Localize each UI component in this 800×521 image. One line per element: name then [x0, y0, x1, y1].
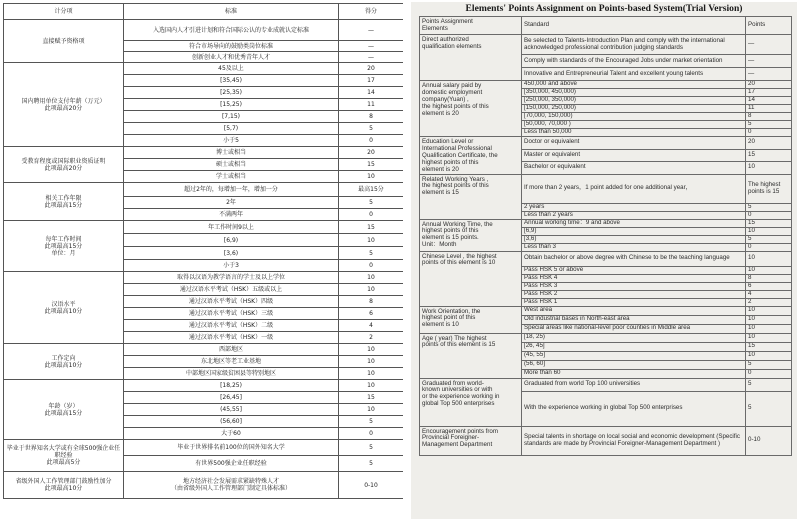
points-cell: 15 [746, 342, 792, 351]
category-cell: 受教育程度或国际职业资质证明 此项最高20分 [4, 147, 124, 183]
standard-cell: [5,7) [124, 123, 339, 135]
points-cell: — [746, 55, 792, 68]
points-cell: The highest points is 15 [746, 174, 792, 203]
points-cell: 0 [746, 129, 792, 137]
standard-cell: [3,6) [522, 235, 746, 243]
standard-cell: 创新创业人才和优秀青年人才 [124, 52, 339, 63]
header-category: 计分项 [4, 4, 124, 20]
standard-cell: Old industrial bases in North-east area [522, 315, 746, 324]
points-cell: — [339, 52, 404, 63]
standard-cell: [250,000, 350,000) [522, 97, 746, 105]
category-cell: Education Level or International Professional Qualification Certificate, the highest points of this element is 20 [420, 137, 522, 175]
points-cell: 10 [339, 171, 404, 183]
standard-cell: Doctor or equivalent [522, 137, 746, 150]
standard-cell: 通过汉语水平考试（HSK）一级 [124, 332, 339, 344]
header-standard: Standard [522, 17, 746, 35]
points-cell: 5 [746, 121, 792, 129]
standard-cell: With the experience working in global Top 500 enterprises [522, 391, 746, 426]
points-cell: 10 [746, 306, 792, 315]
table-row [4, 147, 404, 159]
standard-cell: 2 years [522, 203, 746, 211]
points-cell: 8 [746, 274, 792, 282]
standard-cell: Be selected to Talents-Introduction Plan and comply with the international acknowledged professional contribution judging standards [522, 35, 746, 55]
standard-cell: 毕业于世界排名前100位的国外知名大学 [124, 440, 339, 456]
table-row [420, 219, 792, 227]
points-cell: 最高15分 [339, 183, 404, 197]
points-cell: 10 [746, 251, 792, 266]
standard-cell: 博士或相当 [124, 147, 339, 159]
standard-cell: 通过汉语水平考试（HSK）二级 [124, 320, 339, 332]
category-cell: Related Working Years , the highest points of this element is 15 [420, 174, 522, 219]
points-cell: 5 [339, 440, 404, 456]
standard-cell: If more than 2 years，1 point added for one additional year， [522, 174, 746, 203]
points-cell: 8 [746, 113, 792, 121]
points-cell: — [746, 68, 792, 81]
points-cell: 15 [746, 219, 792, 227]
category-cell: 汉语水平 此项最高10分 [4, 272, 124, 344]
standard-cell: Less than 2 years [522, 211, 746, 219]
standard-cell: (56, 60] [522, 360, 746, 369]
standard-cell: 有世界500强企业任职经验 [124, 456, 339, 472]
points-cell: 10 [339, 234, 404, 247]
standard-cell: [3,6) [124, 247, 339, 260]
standard-cell: [7,15) [124, 111, 339, 123]
points-cell: 5 [339, 456, 404, 472]
points-cell: 6 [746, 282, 792, 290]
standard-cell: More than 60 [522, 369, 746, 378]
points-cell: 10 [339, 284, 404, 296]
points-cell: — [339, 41, 404, 52]
points-cell: 15 [339, 159, 404, 171]
standard-cell: 通过汉语水平考试（HSK）四级 [124, 296, 339, 308]
points-cell: 10 [746, 227, 792, 235]
category-cell: 相关工作年限 此项最高15分 [4, 183, 124, 221]
standard-cell: (56,60] [124, 416, 339, 428]
table-row [4, 183, 404, 197]
header-points: 得分 [339, 4, 404, 20]
table-row [4, 344, 404, 356]
category-cell: Graduated from world- known universities or with or the experience working in global Top 500 enterprises [420, 378, 522, 426]
points-cell: 0 [339, 428, 404, 440]
standard-cell: Bachelor or equivalent [522, 162, 746, 175]
points-cell: — [339, 20, 404, 41]
standard-cell: Special talents in shortage on local social and economic development (Specific standards are made by Provincial Foreigner-Management Department ) [522, 426, 746, 455]
points-cell: 0 [746, 243, 792, 251]
standard-cell: [18, 25) [522, 333, 746, 342]
standard-cell: [350,000, 450,000) [522, 89, 746, 97]
standard-cell: (45, 55] [522, 351, 746, 360]
standard-cell: (45,55] [124, 404, 339, 416]
category-cell: 省级外国人工作管理部门鼓励性加分 此项最高10分 [4, 472, 124, 499]
table-row [4, 272, 404, 284]
header-category: Points Assignment Elements [420, 17, 522, 35]
standard-cell: Master or equivalent [522, 149, 746, 162]
points-cell: 8 [339, 111, 404, 123]
points-cell: 8 [339, 296, 404, 308]
table-row [420, 306, 792, 315]
points-cell: 6 [339, 308, 404, 320]
standard-cell: 通过汉语水平考试（HSK）五级或以上 [124, 284, 339, 296]
points-cell: 15 [339, 392, 404, 404]
category-cell: Annual salary paid by domestic employment company(Yuan) , the highest points of this element is 20 [420, 81, 522, 137]
points-cell: 10 [339, 272, 404, 284]
standard-cell: 超过2年的，每增加一年，增加一分 [124, 183, 339, 197]
points-cell: 14 [339, 87, 404, 99]
category-cell: 直接赋予资格项 [4, 20, 124, 63]
english-table-panel [411, 2, 797, 519]
standard-cell: Special areas like national-level poor counties in Middle area [522, 324, 746, 333]
standard-cell: 西部地区 [124, 344, 339, 356]
standard-cell: Pass HSK 2 [522, 290, 746, 298]
points-cell: 17 [339, 75, 404, 87]
table-row [4, 221, 404, 234]
table-row [4, 380, 404, 392]
points-cell: 14 [746, 97, 792, 105]
points-cell: 4 [746, 290, 792, 298]
standard-cell: Pass HSK 3 [522, 282, 746, 290]
points-cell: 10 [746, 333, 792, 342]
points-cell: 2 [746, 298, 792, 306]
category-cell: Direct authorized qualification elements [420, 35, 522, 81]
points-cell: 0 [746, 369, 792, 378]
category-cell: 毕业于世界知名大学或有全球500强企业任职经验 此项最高5分 [4, 440, 124, 472]
header-standard: 标准 [124, 4, 339, 20]
standard-cell: [6,9) [124, 234, 339, 247]
points-cell: 11 [339, 99, 404, 111]
points-cell: 10 [339, 404, 404, 416]
points-cell: 0-10 [746, 426, 792, 455]
points-cell: 20 [339, 147, 404, 159]
table-row [420, 174, 792, 203]
table-header-row [420, 17, 792, 35]
standard-cell: 不满两年 [124, 209, 339, 221]
chinese-points-table [3, 3, 403, 499]
points-cell: 10 [339, 356, 404, 368]
points-cell: 20 [746, 81, 792, 89]
points-cell: 5 [339, 416, 404, 428]
table-row [4, 63, 404, 75]
points-cell: 17 [746, 89, 792, 97]
points-cell: 10 [339, 368, 404, 380]
category-cell: Annual Working Time, the highest points of this element is 15 points. Unit：Month [420, 219, 522, 251]
category-cell: Work Orientation, the highest point of this element is 10 [420, 306, 522, 333]
points-cell: 10 [746, 266, 792, 274]
standard-cell: 取得以汉语为教学语言的学士及以上学位 [124, 272, 339, 284]
points-cell: 15 [746, 149, 792, 162]
standard-cell: 入选国内人才引进计划和符合国际公认的专业成就认定标准 [124, 20, 339, 41]
category-cell: 国内聘用单位支付年薪（万元） 此项最高20分 [4, 63, 124, 147]
standard-cell: Pass HSK 5 or above [522, 266, 746, 274]
standard-cell: 年工作时间9以上 [124, 221, 339, 234]
standard-cell: 符合市场导向的鼓励类岗位标准 [124, 41, 339, 52]
points-cell: 5 [339, 247, 404, 260]
standard-cell: Less than 3 [522, 243, 746, 251]
standard-cell: [6,9) [522, 227, 746, 235]
standard-cell: [50,000, 70,000 ) [522, 121, 746, 129]
standard-cell: Obtain bachelor or above degree with Chinese to be the teaching language [522, 251, 746, 266]
chinese-table-panel [3, 3, 403, 516]
points-cell: 5 [339, 123, 404, 135]
standard-cell: 大于60 [124, 428, 339, 440]
standard-cell: 450,000 and above [522, 81, 746, 89]
points-cell: 0 [339, 135, 404, 147]
points-cell: 10 [339, 380, 404, 392]
category-cell: 每年工作时间 此项最高15分 单位：月 [4, 221, 124, 272]
standard-cell: West area [522, 306, 746, 315]
standard-cell: Less than 50,000 [522, 129, 746, 137]
points-cell: 10 [746, 351, 792, 360]
table-row [420, 378, 792, 391]
points-cell: 5 [746, 235, 792, 243]
points-cell: — [746, 35, 792, 55]
points-cell: 20 [339, 63, 404, 75]
table-row [420, 333, 792, 342]
standard-cell: [26, 45] [522, 342, 746, 351]
points-cell: 0 [746, 211, 792, 219]
standard-cell: [26,45] [124, 392, 339, 404]
table-row [420, 251, 792, 266]
category-cell: Chinese Level , the highest points of this element is 10 [420, 251, 522, 306]
table-row [4, 472, 404, 499]
points-cell: 4 [339, 320, 404, 332]
table-row [420, 137, 792, 150]
standard-cell: 2年 [124, 197, 339, 209]
points-cell: 10 [746, 315, 792, 324]
standard-cell: 硕士或相当 [124, 159, 339, 171]
table-row [420, 35, 792, 55]
standard-cell: 小于5 [124, 135, 339, 147]
standard-cell: 东北地区等老工业基地 [124, 356, 339, 368]
points-cell: 15 [339, 221, 404, 234]
standard-cell: 通过汉语水平考试（HSK）三级 [124, 308, 339, 320]
standard-cell: 地方经济社会发展需求紧缺特殊人才 （由省级外国人工作管理部门制定具体标准） [124, 472, 339, 499]
points-cell: 5 [746, 378, 792, 391]
points-cell: 0 [339, 260, 404, 272]
points-cell: 5 [746, 203, 792, 211]
standard-cell: [18,25) [124, 380, 339, 392]
category-cell: 年龄（岁） 此项最高15分 [4, 380, 124, 440]
standard-cell: Pass HSK 4 [522, 274, 746, 282]
standard-cell: Graduated from world Top 100 universities [522, 378, 746, 391]
category-cell: Age ( year) The highest points of this element is 15 [420, 333, 522, 378]
standard-cell: 学士或相当 [124, 171, 339, 183]
points-cell: 10 [746, 324, 792, 333]
standard-cell: Innovative and Entrepreneurial Talent and excellent young talents [522, 68, 746, 81]
table-row [420, 426, 792, 455]
standard-cell: Annual working time：9 and above [522, 219, 746, 227]
standard-cell: 小于3 [124, 260, 339, 272]
points-cell: 0 [339, 209, 404, 221]
table-row [4, 20, 404, 41]
points-cell: 11 [746, 105, 792, 113]
english-points-table [419, 16, 792, 456]
points-cell: 10 [746, 162, 792, 175]
header-points: Points [746, 17, 792, 35]
points-cell: 0-10 [339, 472, 404, 499]
points-cell: 5 [339, 197, 404, 209]
page-title: Elements' Points Assignment on Points-based System(Trial Version) [465, 3, 743, 14]
standard-cell: Comply with standards of the Encouraged Jobs under market orientation [522, 55, 746, 68]
category-cell: 工作定向 此项最高10分 [4, 344, 124, 380]
table-row [4, 440, 404, 456]
standard-cell: [150,000, 250,000) [522, 105, 746, 113]
table-row [420, 81, 792, 89]
points-cell: 10 [339, 344, 404, 356]
standard-cell: Pass HSK 1 [522, 298, 746, 306]
table-header-row [4, 4, 404, 20]
standard-cell: [15,25) [124, 99, 339, 111]
category-cell: Encouragement points from Provincial Foreigner- Management Department [420, 426, 522, 455]
points-cell: 20 [746, 137, 792, 150]
standard-cell: [70,000, 150,000) [522, 113, 746, 121]
points-cell: 2 [339, 332, 404, 344]
points-cell: 5 [746, 360, 792, 369]
standard-cell: 中部地区国家级贫困县等特别地区 [124, 368, 339, 380]
standard-cell: [35,45) [124, 75, 339, 87]
standard-cell: 45及以上 [124, 63, 339, 75]
standard-cell: [25,35) [124, 87, 339, 99]
points-cell: 5 [746, 391, 792, 426]
